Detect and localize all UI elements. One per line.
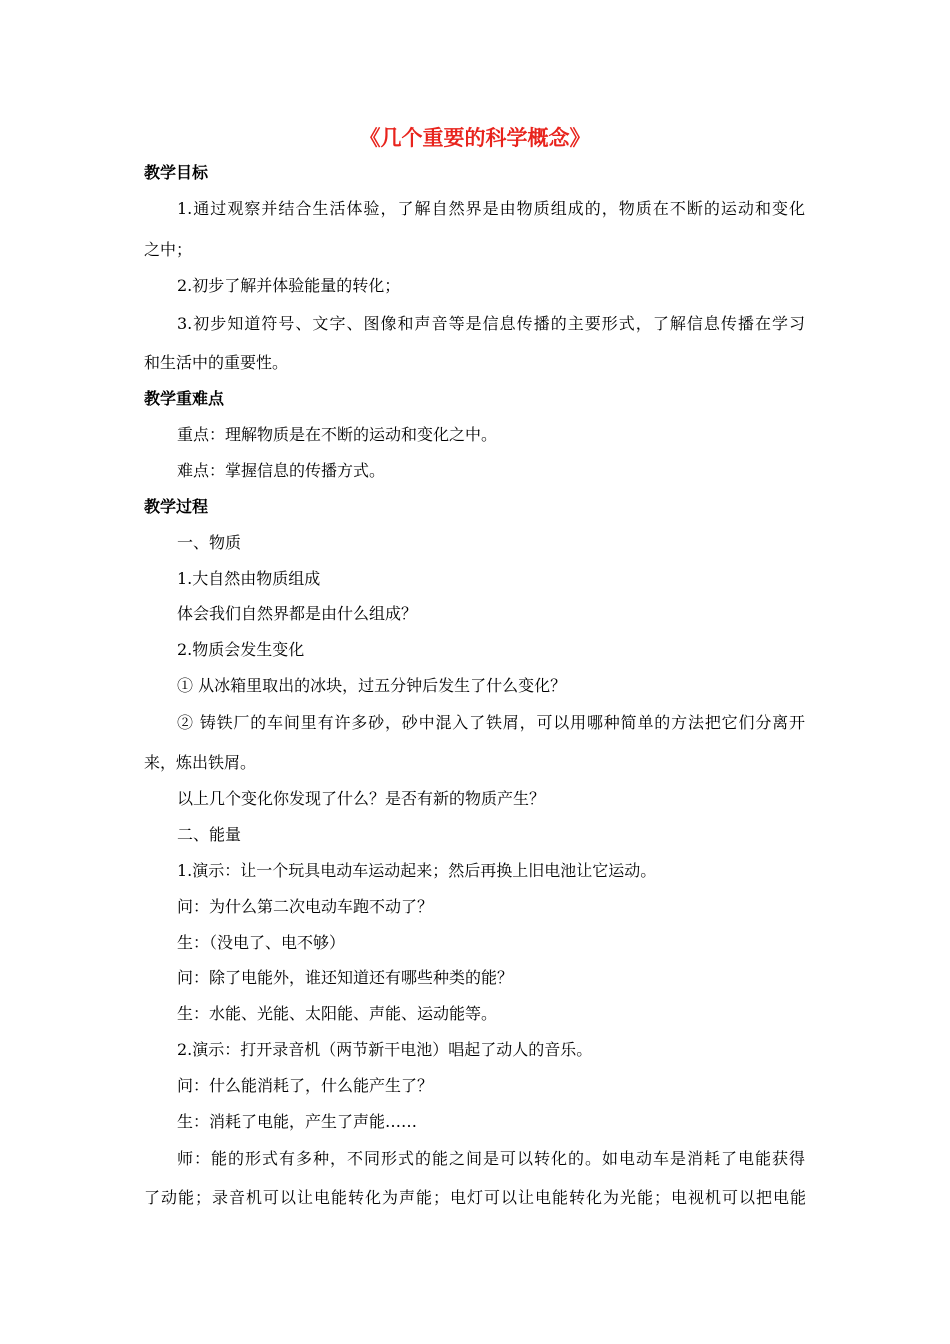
paragraph-line: 和生活中的重要性。 [144,353,289,372]
paragraph-line: 了动能；录音机可以让电能转化为声能；电灯可以让电能转化为光能；电视机可以把电能 [144,1188,806,1207]
paragraph-line: 生：（没电了、电不够） [177,933,346,952]
paragraph-line: 之中； [144,240,193,259]
paragraph-line: 2.物质会发生变化 [177,640,305,659]
paragraph-line: 问：为什么第二次电动车跑不动了？ [177,897,434,916]
paragraph-line: 2.演示：打开录音机（两节新干电池）唱起了动人的音乐。 [177,1040,593,1059]
paragraph-line: 生：水能、光能、太阳能、声能、运动能等。 [177,1004,498,1023]
paragraph-line: 1.通过观察并结合生活体验，了解自然界是由物质组成的，物质在不断的运动和变化 [177,199,805,218]
paragraph-line: 体会我们自然界都是由什么组成？ [177,604,418,623]
paragraph-line: 一、物质 [177,533,242,552]
paragraph-line: ① 从冰箱里取出的冰块，过五分钟后发生了什么变化？ [177,676,567,695]
paragraph-line: 以上几个变化你发现了什么？是否有新的物质产生？ [177,789,546,808]
document-title: 《几个重要的科学概念》 [359,125,591,150]
paragraph-line: 来，炼出铁屑。 [144,753,257,772]
section-heading-process: 教学过程 [144,497,209,516]
section-heading-goals: 教学目标 [144,163,209,182]
paragraph-line: 师：能的形式有多种，不同形式的能之间是可以转化的。如电动车是消耗了电能获得 [177,1149,805,1168]
paragraph-line: 难点：掌握信息的传播方式。 [177,461,386,480]
paragraph-line: 3.初步知道符号、文字、图像和声音等是信息传播的主要形式，了解信息传播在学习 [177,314,805,333]
paragraph-line: ② 铸铁厂的车间里有许多砂，砂中混入了铁屑，可以用哪种简单的方法把它们分离开 [177,713,805,732]
paragraph-line: 二、能量 [177,825,242,844]
paragraph-line: 问：除了电能外，谁还知道还有哪些种类的能？ [177,968,514,987]
paragraph-line: 问：什么能消耗了，什么能产生了？ [177,1076,434,1095]
paragraph-line: 1.演示：让一个玩具电动车运动起来；然后再换上旧电池让它运动。 [177,861,657,880]
section-heading-key-points: 教学重难点 [144,389,225,408]
paragraph-line: 生：消耗了电能，产生了声能…… [177,1112,418,1131]
paragraph-line: 1.大自然由物质组成 [177,569,321,588]
paragraph-line: 2.初步了解并体验能量的转化； [177,276,401,295]
paragraph-line: 重点：理解物质是在不断的运动和变化之中。 [177,425,498,444]
